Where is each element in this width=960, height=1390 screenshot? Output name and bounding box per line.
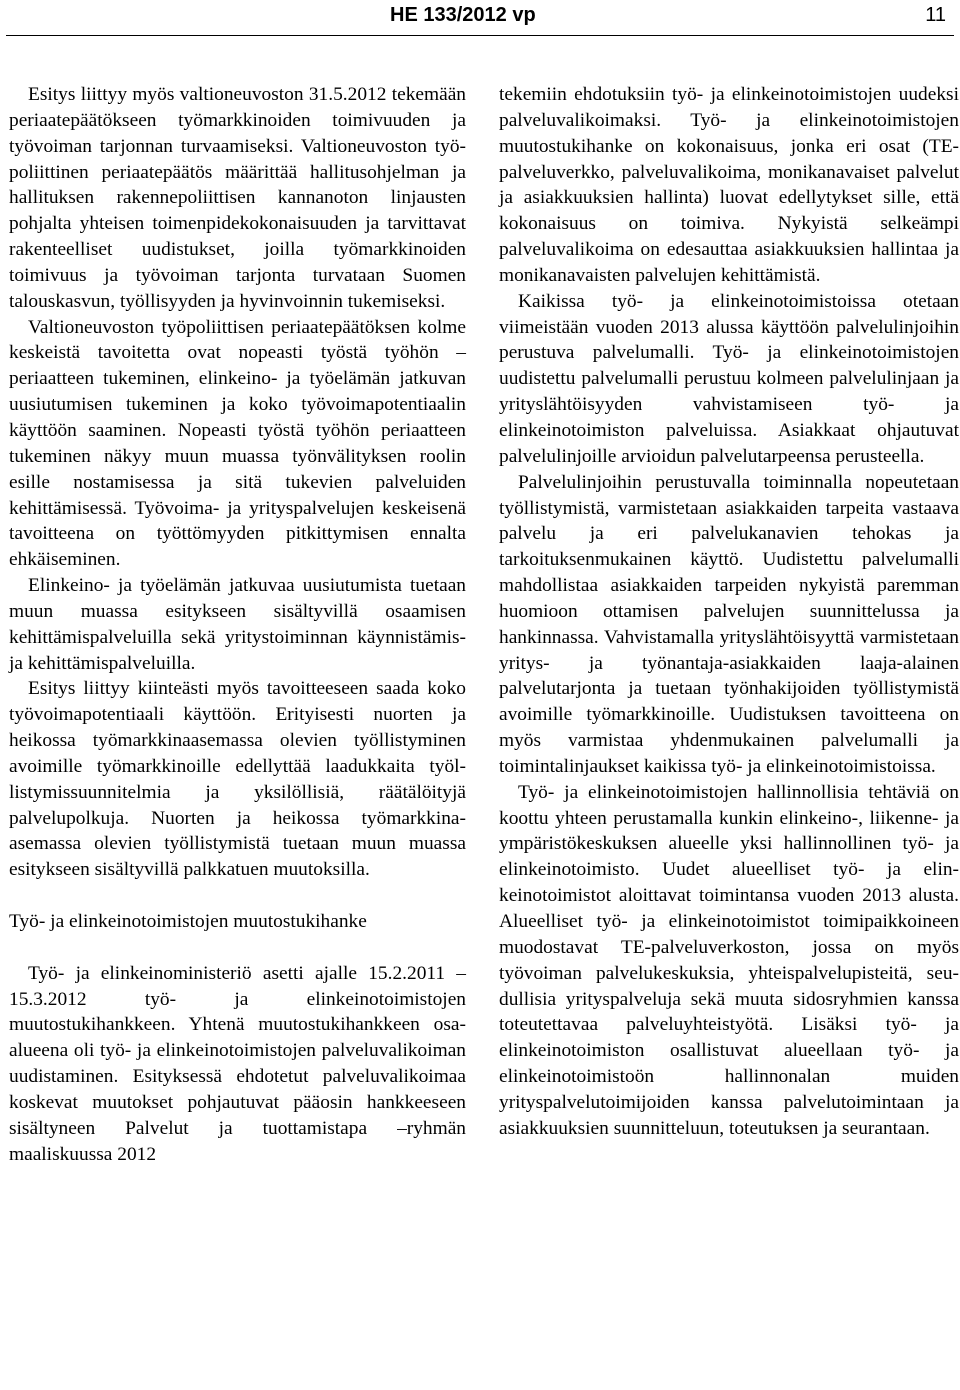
page-number: 11 [925,4,946,26]
body-paragraph: Elinkeino- ja työelämän jatkuvaa uusiutumista tuetaan muun muassa esitykseen sisältyvillä osaamisen kehittämispalveluilla sekä yritystoiminnan käynnistämis- ja kehittämispalveluilla. [9,575,466,674]
body-paragraph: Esitys liittyy myös valtioneuvoston 31.5.2012 tekemään periaatepäätökseen työmarkkinoiden toimivuuden ja työvoiman tarjonnan turvaamiseksi. Valtioneuvoston työpoliittinen periaatepäätös määrittää hallitusohjelman ja hallituksen rakennepoliittisen kannanoton linjausten pohjalta yhteisen toimenpidekokonaisuuden ja tarvittavat rakenteelliset uudistukset, joilla työmarkkinoiden toimivuus ja työvoiman tarjonta turvataan Suomen talouskasvun, työllisyyden ja hyvinvoinnin tukemiseksi. [9,84,466,312]
document-id: HE 133/2012 vp [390,4,536,26]
body-paragraph: Palvelulinjoihin perustuvalla toiminnalla nopeutetaan työllistymistä, varmistetaan asiakkaiden tarpeita vastaava palvelu ja eri palvelukanavien tehokas ja tarkoituksenmukainen käyttö. Uudistettu palvelumalli mahdollistaa asiakkaiden tarpeiden nykyistä paremman huomioon ottamisen palvelujen suunnittelussa ja hankinnassa. Vahvistamalla yrityslähtöisyyttä varmistetaan yritys- ja työnantaja-asiakkaiden laaja-alainen palvelutarjonta ja tuetaan työnhakijoiden työllistymistä avoimille työmarkkinoille. Uudistuksen tavoitteena on myös varmistaa yhdenmukainen palvelumalli ja toimintalinjaukset kaikissa työ- ja elinkeinotoimistoissa. [499,471,959,777]
body-paragraph: Valtioneuvoston työpoliittisen periaatepäätöksen kolme keskeistä tavoitetta ovat nopeasti työstä työhön –periaatteen tukeminen, elinkeino- ja työelämän jatkuvan uusiutumisen tukeminen ja koko työvoimapotentiaalin käyttöön saaminen. Nopeasti työstä työhön periaatteen tukeminen näkyy muun muassa työnvälityksen roolin esille nostamisessa ja sitä tukevien palveluiden kehittämisessä. Työvoima- ja yrityspalvelujen keskeisenä tavoitteena on työttömyyden pitkittymisen ennalta ehkäiseminen. [9,316,466,571]
page-header [0,2,960,36]
body-paragraph: Esitys liittyy kiinteästi myös tavoitteeseen saada koko työvoimapotentiaali käyttöön. Erityisesti nuorten ja heikossa työmarkkinaasemassa olevien työllistyminen avoimille työmarkkinoille edellyttää laadukkaita työllistymissuunnitelmia ja yksilöllisiä, räätälöityjä palvelupolkuja. Nuorten ja heikossa työmarkkina-asemassa olevien työllistymistä tuetaan muun muassa esitykseen sisältyvillä palkkatuen muutoksilla. [9,678,466,881]
right-column [499,82,959,1142]
body-paragraph: Työ- ja elinkeinotoimistojen hallinnollisia tehtäviä on koottu yhteen perustamalla kunkin elinkeino-, liikenne- ja ympäristökeskuksen alueelle yksi hallinnollinen työ- ja elinkeinotoimisto. Uudet alueelliset työ- ja elinkeinotoimistot aloittavat toimintansa vuoden 2013 alusta. Alueelliset työ- ja elinkeinotoimistot toimipaikkoineen muodostavat TE-palveluverkoston, jossa on myös työvoiman palvelukeskuksia, yhteispalvelupisteitä, seudullisia yrityspalveluja sekä muuta sidosryhmien kanssa toteutettavaa palveluyhteistyötä. Lisäksi työ- ja elinkeinotoimiston osallistuvat alueellaan työ- ja elinkeinotoimistoön hallinnonalan muiden yrityspalvelutoimijoiden kanssa palvelutoimintaan ja asiakkuuksien suunnitteluun, toteutuksen ja seurantaan. [499,781,959,1139]
body-paragraph: Työ- ja elinkeinoministeriö asetti ajalle 15.2.2011 – 15.3.2012 työ- ja elinkeinotoimistojen muutostukihankkeen. Yhtenä muutostukihankkeen osa-alueena oli työ- ja elinkeinotoimistojen palveluvalikoiman uudistaminen. Esityksessä ehdotetut palveluvalikoimaa koskevat muutokset pohjautuvat pääosin hankkeeseen sisältyneen Palvelut ja tuottamistapa –ryhmän maaliskuussa 2012 [9,962,466,1165]
left-column [9,82,466,1167]
section-heading: Työ- ja elinkeinotoimistojen muutostukihanke [9,911,367,932]
body-paragraph: Kaikissa työ- ja elinkeinotoimistoissa otetaan viimeistään vuoden 2013 alussa käyttöön palvelulinjoihin perustuva palvelumalli. Työ- ja elinkeinotoimistojen uudistettu palvelumalli perustuu kolmeen palvelulinjaan ja yrityslähtöisyyden vahvistamiseen työ- ja elinkeinotoimiston palveluissa. Asiakkaat ohjautuvat palvelulinjoille arvioidun palvelutarpeensa perusteella. [499,290,959,467]
body-paragraph-continued: tekemiin ehdotuksiin työ- ja elinkeinotoimistojen uudeksi palveluvalikoimaksi. Työ- ja elinkeinotoimistojen muutostukihanke on kokonaisuus, jonka eri osat (TE-palveluverkko, palveluvalikoima, monikanavaiset palvelut ja asiakkuuksien hallinta) luovat edellytykset sille, että kokonaisuus on toimiva. Nykyistä selkeämpi palveluvalikoima on edesauttaa asiakkuuksien hallintaa ja monikanavaisten palvelujen kehittämistä. [499,84,959,286]
header-divider [6,35,954,36]
